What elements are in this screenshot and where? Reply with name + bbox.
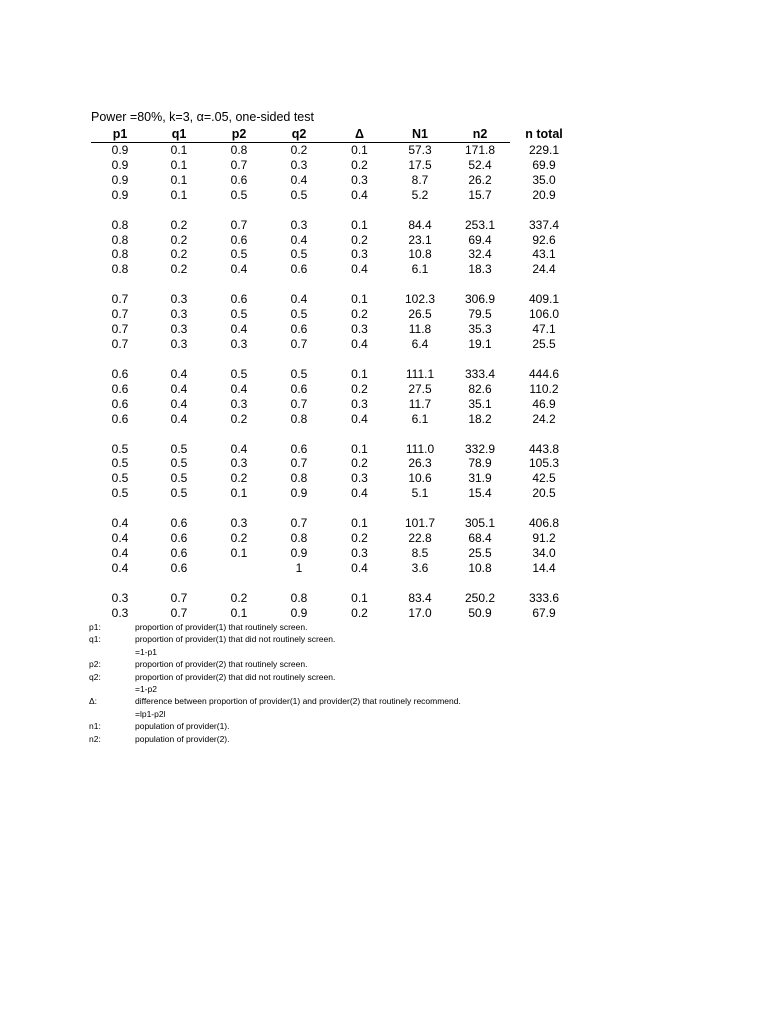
table-cell: 35.3 xyxy=(468,322,492,337)
table-cell: 0.4 xyxy=(351,560,368,575)
table-cell: 0.4 xyxy=(111,560,129,575)
table-cell: 26.3 xyxy=(408,456,432,471)
note-key: p2: xyxy=(89,659,101,670)
table-cell: 0.9 xyxy=(111,143,129,157)
col-header-q2: q2 xyxy=(269,126,329,143)
table-cell: 0.4 xyxy=(170,411,188,426)
table-cell: 1 xyxy=(295,560,303,575)
table-cell: 79.5 xyxy=(468,307,492,322)
table-cell: 26.5 xyxy=(408,307,432,322)
table-cell: 111.0 xyxy=(405,441,435,456)
col-header-n-total: n total xyxy=(525,127,563,142)
table-cell: 0.4 xyxy=(170,381,188,396)
table-cell: 34.0 xyxy=(532,545,556,560)
table-cell: 0.3 xyxy=(351,172,368,187)
table-cell: 67.9 xyxy=(532,605,556,620)
table-row xyxy=(91,412,578,427)
table-cell: 0.7 xyxy=(230,217,248,232)
note-key: q2: xyxy=(89,671,101,682)
table-row xyxy=(91,486,578,501)
table-cell: 0.8 xyxy=(111,232,129,247)
table-cell: 0.2 xyxy=(230,531,248,546)
note-text: =1-p1 xyxy=(135,646,157,657)
col-header-n2: n2 xyxy=(450,126,510,143)
table-cell: 0.3 xyxy=(111,605,129,620)
table-cell: 0.3 xyxy=(170,322,188,337)
table-cell: 0.3 xyxy=(290,157,308,172)
note-line xyxy=(89,708,461,720)
table-cell: 6.1 xyxy=(411,411,429,426)
table-cell: 0.8 xyxy=(290,531,308,546)
table-cell: 0.3 xyxy=(351,247,368,262)
table-cell: 0.1 xyxy=(351,441,368,456)
table-cell: 0.9 xyxy=(290,486,308,501)
group-spacer xyxy=(91,501,578,516)
table-cell: 0.2 xyxy=(230,471,248,486)
table-cell: 0.2 xyxy=(351,605,368,620)
table-cell: 0.3 xyxy=(351,471,368,486)
note-line xyxy=(89,621,461,633)
table-cell: 0.2 xyxy=(170,217,188,232)
table-cell: 68.4 xyxy=(468,531,492,546)
note-key: p1: xyxy=(89,622,101,632)
col-header-delta: Δ xyxy=(329,126,390,143)
table-row xyxy=(91,233,578,248)
table-cell: 0.7 xyxy=(170,590,188,605)
table-cell: 27.5 xyxy=(408,381,432,396)
group-spacer xyxy=(91,352,578,367)
table-cell: 26.2 xyxy=(468,172,492,187)
table-cell: 305.1 xyxy=(464,516,496,531)
group-spacer xyxy=(91,576,578,591)
table-cell: 0.6 xyxy=(230,172,248,187)
table-cell: 0.5 xyxy=(170,441,188,456)
note-line xyxy=(89,733,461,745)
table-cell: 82.6 xyxy=(468,381,492,396)
table-cell: 35.1 xyxy=(468,396,492,411)
table-cell: 0.2 xyxy=(170,262,188,277)
table-cell: 8.5 xyxy=(411,545,429,560)
table-cell: 101.7 xyxy=(404,516,436,531)
group-spacer xyxy=(91,277,578,292)
note-line xyxy=(89,683,461,695)
table-cell: 50.9 xyxy=(468,605,492,620)
table-cell: 5.2 xyxy=(411,187,429,202)
table-cell: 0.6 xyxy=(111,411,129,426)
table-cell: 0.4 xyxy=(351,411,368,426)
table-cell: 0.3 xyxy=(351,322,368,337)
table-cell: 84.4 xyxy=(408,217,432,232)
table-cell: 0.3 xyxy=(170,292,188,307)
table-cell: 14.4 xyxy=(532,560,556,575)
table-cell: 83.4 xyxy=(408,590,432,605)
table-row xyxy=(91,367,578,382)
table-cell: 0.5 xyxy=(111,456,129,471)
note-text: population of provider(1). xyxy=(135,721,230,732)
table-cell: 0.2 xyxy=(351,456,368,471)
table-row xyxy=(91,218,578,233)
table-cell: 43.1 xyxy=(532,247,556,262)
table-row xyxy=(91,307,578,322)
table-cell: 10.8 xyxy=(408,247,432,262)
table-row xyxy=(91,471,578,486)
table-cell: 6.4 xyxy=(411,336,429,351)
header-row xyxy=(91,126,578,143)
table-cell: 0.1 xyxy=(170,143,188,157)
table-cell: 0.7 xyxy=(111,322,129,337)
table-cell: 25.5 xyxy=(468,545,492,560)
table-row xyxy=(91,606,578,621)
table-cell: 0.9 xyxy=(111,172,129,187)
table-cell: 0.9 xyxy=(111,187,129,202)
note-line xyxy=(89,633,461,645)
table-cell: 0.6 xyxy=(170,560,188,575)
table-cell: 0.6 xyxy=(230,232,248,247)
table-cell: 0.8 xyxy=(111,262,129,277)
note-line xyxy=(89,695,461,707)
table-cell: 0.3 xyxy=(170,336,188,351)
table-row xyxy=(91,262,578,277)
spacer-cell xyxy=(91,501,578,516)
table-cell: 0.5 xyxy=(290,366,308,381)
table-cell: 0.3 xyxy=(170,307,188,322)
table-cell: 0.5 xyxy=(230,366,248,381)
table-cell: 409.1 xyxy=(528,292,560,307)
table-cell: 0.5 xyxy=(111,471,129,486)
col-header-p1: p1 xyxy=(91,126,149,143)
table-row xyxy=(91,337,578,352)
table-cell: 91.2 xyxy=(532,531,556,546)
table-cell: 11.7 xyxy=(408,396,432,411)
table-cell: 17.0 xyxy=(408,605,432,620)
table-cell: 0.2 xyxy=(351,381,368,396)
table-row xyxy=(91,516,578,531)
table-cell: 0.1 xyxy=(170,172,188,187)
table-cell: 0.7 xyxy=(290,396,308,411)
table-cell: 52.4 xyxy=(468,157,492,172)
table-cell: 0.4 xyxy=(170,366,188,381)
table-body xyxy=(91,143,578,621)
table-cell: 0.1 xyxy=(230,545,248,560)
table-cell: 15.4 xyxy=(468,486,492,501)
table-cell: 0.9 xyxy=(290,545,308,560)
table-cell: 46.9 xyxy=(532,396,556,411)
table-cell: 0.4 xyxy=(111,545,129,560)
note-key xyxy=(89,708,135,720)
table-cell: 0.4 xyxy=(170,396,188,411)
table-cell: 0.2 xyxy=(351,307,368,322)
table-cell: 0.1 xyxy=(351,292,368,307)
table-cell: 0.5 xyxy=(170,456,188,471)
table-cell: 5.1 xyxy=(411,486,429,501)
spacer-cell xyxy=(91,427,578,442)
spacer-cell xyxy=(91,576,578,591)
note-key: Δ: xyxy=(89,696,98,707)
group-spacer xyxy=(91,203,578,218)
note-text: proportion of provider(1) that routinely screen. xyxy=(135,622,308,632)
table-cell: 106.0 xyxy=(528,307,560,322)
table-cell: 20.9 xyxy=(532,187,556,202)
note-text: proportion of provider(2) that routinely screen. xyxy=(135,659,308,670)
table-cell: 0.3 xyxy=(230,396,248,411)
table-cell: 333.6 xyxy=(528,590,560,605)
table-cell: 0.1 xyxy=(351,516,368,531)
table-cell: 0.4 xyxy=(351,336,368,351)
table-cell: 0.1 xyxy=(230,605,248,620)
table-cell: 0.2 xyxy=(230,590,248,605)
note-key: n1: xyxy=(89,721,101,732)
note-text: =1-p2 xyxy=(135,684,157,695)
table-cell: 18.2 xyxy=(468,411,492,426)
table-row xyxy=(91,546,578,561)
table-cell: 31.9 xyxy=(468,471,492,486)
table-cell: 0.6 xyxy=(290,441,308,456)
table-row xyxy=(91,561,578,576)
table-cell: 102.3 xyxy=(404,292,436,307)
table-cell: 24.4 xyxy=(532,262,556,277)
table-cell: 0.7 xyxy=(290,456,308,471)
spacer-cell xyxy=(91,352,578,367)
table-cell: 18.3 xyxy=(468,262,492,277)
table-cell: 10.8 xyxy=(468,560,492,575)
table-cell: 42.5 xyxy=(532,471,556,486)
notes-legend xyxy=(89,621,461,745)
table-cell: 0.8 xyxy=(290,471,308,486)
table-cell: 0.8 xyxy=(111,217,129,232)
table-cell: 0.6 xyxy=(170,545,188,560)
table-cell: 0.5 xyxy=(230,247,248,262)
table-cell: 0.5 xyxy=(290,247,308,262)
table-cell: 11.8 xyxy=(408,322,432,337)
table-cell: 105.3 xyxy=(528,456,560,471)
table-cell: 0.8 xyxy=(230,143,248,157)
table-cell: 250.2 xyxy=(464,590,496,605)
note-text: population of provider(2). xyxy=(135,733,230,744)
table-cell: 0.1 xyxy=(170,187,188,202)
table-row xyxy=(91,591,578,606)
table-cell: 0.6 xyxy=(290,262,308,277)
table-cell: 0.2 xyxy=(170,232,188,247)
table-cell: 0.5 xyxy=(290,187,308,202)
table-cell: 0.4 xyxy=(290,232,308,247)
table-cell: 0.7 xyxy=(230,157,248,172)
table-cell: 0.6 xyxy=(111,396,129,411)
table-cell: 0.4 xyxy=(351,187,368,202)
table-cell: 0.2 xyxy=(351,531,368,546)
table-cell: 0.5 xyxy=(170,471,188,486)
table-cell: 111.1 xyxy=(405,366,435,381)
table-caption: Power =80%, k=3, α=.05, one-sided test xyxy=(91,110,314,124)
table-cell: 0.1 xyxy=(170,157,188,172)
table-row xyxy=(91,188,578,203)
table-cell: 0.4 xyxy=(111,531,129,546)
table-cell: 69.4 xyxy=(468,232,492,247)
table-row xyxy=(91,292,578,307)
table-cell: 110.2 xyxy=(529,381,559,396)
table-cell: 0.8 xyxy=(290,590,308,605)
note-text: proportion of provider(1) that did not routinely screen. xyxy=(135,634,336,645)
table-cell: 20.5 xyxy=(532,486,556,501)
table-cell: 0.1 xyxy=(230,486,248,501)
table-cell: 0.6 xyxy=(230,292,248,307)
table-cell: 0.6 xyxy=(111,381,129,396)
col-header-n1: N1 xyxy=(390,126,450,143)
table-cell: 0.3 xyxy=(290,217,308,232)
sample-size-table xyxy=(91,126,578,621)
table-cell: 0.4 xyxy=(351,262,368,277)
table-cell: 0.1 xyxy=(351,590,368,605)
table-cell: 0.2 xyxy=(290,143,308,157)
table-cell: 0.7 xyxy=(290,336,308,351)
note-key: n2: xyxy=(89,733,101,744)
col-header-q1: q1 xyxy=(149,126,209,143)
table-cell: 0.4 xyxy=(351,486,368,501)
table-cell: 0.9 xyxy=(111,157,129,172)
table-cell: 0.7 xyxy=(290,516,308,531)
table-cell: 0.6 xyxy=(170,516,188,531)
table-cell: 0.4 xyxy=(230,322,248,337)
table-cell: 0.7 xyxy=(111,307,129,322)
table-cell: 17.5 xyxy=(408,157,432,172)
table-row xyxy=(91,397,578,412)
table-cell: 78.9 xyxy=(468,456,492,471)
table-cell: 253.1 xyxy=(464,217,496,232)
note-key xyxy=(89,683,135,695)
table-cell: 0.5 xyxy=(111,441,129,456)
table-cell: 0.2 xyxy=(351,157,368,172)
note-line xyxy=(89,671,461,683)
table-cell xyxy=(209,561,269,576)
note-line xyxy=(89,658,461,670)
table-cell: 24.2 xyxy=(532,411,556,426)
col-header-p2: p2 xyxy=(209,126,269,143)
table-cell: 19.1 xyxy=(468,336,492,351)
table-cell: 0.3 xyxy=(230,516,248,531)
table-cell: 333.4 xyxy=(464,366,496,381)
note-line xyxy=(89,646,461,658)
table-cell: 0.4 xyxy=(230,262,248,277)
table-cell: 0.3 xyxy=(230,336,248,351)
table-cell: 443.8 xyxy=(528,441,560,456)
spacer-cell xyxy=(91,277,578,292)
table-row xyxy=(91,247,578,262)
table-cell: 0.2 xyxy=(230,411,248,426)
table-cell: 0.4 xyxy=(230,441,248,456)
group-spacer xyxy=(91,427,578,442)
table-row xyxy=(91,456,578,471)
table-cell: 444.6 xyxy=(528,366,560,381)
table-cell: 0.2 xyxy=(170,247,188,262)
table-cell: 0.4 xyxy=(230,381,248,396)
table-row xyxy=(91,442,578,457)
table-cell: 0.1 xyxy=(351,366,368,381)
note-line xyxy=(89,720,461,732)
table-row xyxy=(91,322,578,337)
note-text: proportion of provider(2) that did not routinely screen. xyxy=(135,671,336,682)
table-cell: 8.7 xyxy=(411,172,429,187)
table-row xyxy=(91,143,578,158)
table-cell: 0.2 xyxy=(351,232,368,247)
table-cell: 0.5 xyxy=(290,307,308,322)
table-cell: 57.3 xyxy=(408,143,432,157)
table-cell: 25.5 xyxy=(532,336,556,351)
table-row xyxy=(91,382,578,397)
table-cell: 0.6 xyxy=(290,322,308,337)
table-cell: 69.9 xyxy=(532,157,556,172)
table-cell: 0.3 xyxy=(111,590,129,605)
table-cell: 0.5 xyxy=(230,307,248,322)
table-cell: 23.1 xyxy=(408,232,432,247)
table-cell: 0.6 xyxy=(170,531,188,546)
table-row xyxy=(91,531,578,546)
table-row xyxy=(91,173,578,188)
table-cell: 0.5 xyxy=(111,486,129,501)
table-cell: 0.3 xyxy=(351,545,368,560)
note-text: =lp1-p2l xyxy=(135,708,166,719)
table-cell: 0.8 xyxy=(111,247,129,262)
spacer-cell xyxy=(91,203,578,218)
table-cell: 0.1 xyxy=(351,217,368,232)
table-cell: 306.9 xyxy=(464,292,496,307)
table-cell: 0.4 xyxy=(111,516,129,531)
table-cell: 332.9 xyxy=(464,441,496,456)
table-cell: 22.8 xyxy=(408,531,432,546)
table-cell: 0.8 xyxy=(290,411,308,426)
table-cell: 406.8 xyxy=(528,516,560,531)
table-cell: 0.1 xyxy=(351,143,368,157)
table-cell: 0.6 xyxy=(111,366,129,381)
table-cell: 6.1 xyxy=(411,262,429,277)
table-cell: 0.6 xyxy=(290,381,308,396)
table-cell: 0.4 xyxy=(290,292,308,307)
table-cell: 0.9 xyxy=(290,605,308,620)
table-cell: 171.8 xyxy=(464,143,496,157)
table-cell: 15.7 xyxy=(468,187,492,202)
table-cell: 0.7 xyxy=(111,292,129,307)
note-text: difference between proportion of provider(1) and provider(2) that routinely recommend. xyxy=(135,696,461,707)
table-cell: 0.5 xyxy=(230,187,248,202)
table-cell: 0.5 xyxy=(170,486,188,501)
table-cell: 32.4 xyxy=(468,247,492,262)
table-cell: 10.6 xyxy=(408,471,432,486)
table-cell: 0.3 xyxy=(230,456,248,471)
table-cell: 229.1 xyxy=(528,142,560,157)
note-key: q1: xyxy=(89,634,101,645)
table-cell: 35.0 xyxy=(532,172,556,187)
table-cell: 337.4 xyxy=(528,217,560,232)
note-key xyxy=(89,646,135,658)
table-cell: 0.7 xyxy=(111,336,129,351)
table-cell: 47.1 xyxy=(532,322,556,337)
table-cell: 0.7 xyxy=(170,605,188,620)
table-cell: 92.6 xyxy=(532,232,556,247)
table-cell: 0.4 xyxy=(290,172,308,187)
table-cell: 0.3 xyxy=(351,396,368,411)
table-row xyxy=(91,158,578,173)
table-cell: 3.6 xyxy=(411,560,429,575)
